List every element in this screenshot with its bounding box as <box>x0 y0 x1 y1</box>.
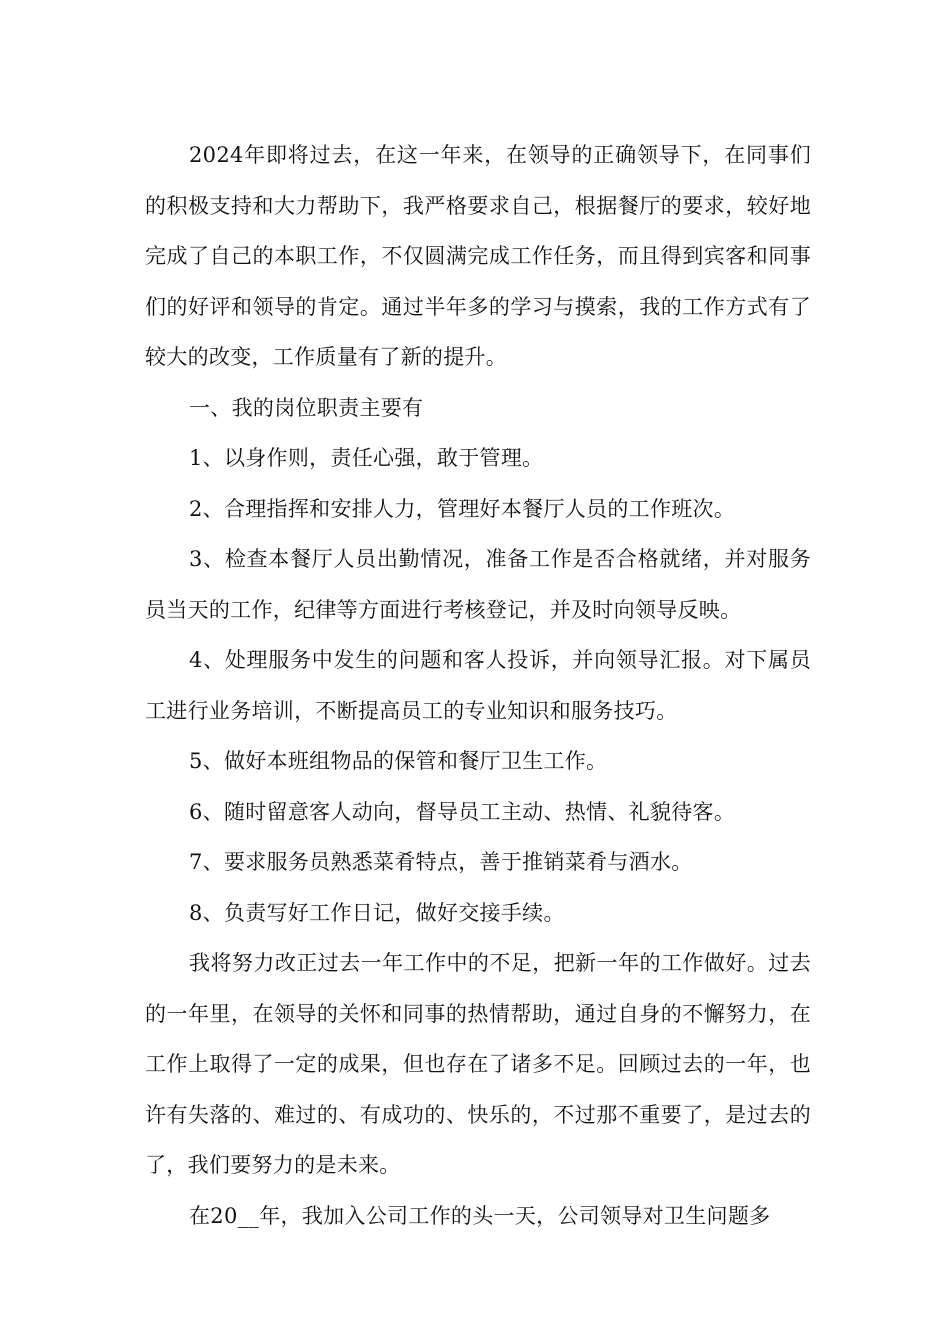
duty-item-6: 6、随时留意客人动向，督导员工主动、热情、礼貌待客。 <box>189 799 736 824</box>
duty-item-2: 2、合理指挥和安排人力，管理好本餐厅人员的工作班次。 <box>189 496 736 521</box>
intro-paragraph: 2024年即将过去，在这一年来，在领导的正确领导下，在同事们的积极支持和大力帮助下，我严格要求自己，根据餐厅的要求，较好地完成了自己的本职工作，不仅圆满完成工作任务，而且得到宾客和同事们的好评和领导的肯定。通过半年多的学习与摸索，我的工作方式有了较大的改变，工作质量有了新的提升。 <box>145 143 811 369</box>
duty-item-7: 7、要求服务员熟悉菜肴特点，善于推销菜肴与酒水。 <box>189 850 693 874</box>
duty-item-8: 8、负责写好工作日记，做好交接手续。 <box>189 900 565 925</box>
duty-item-1: 1、以身作则，责任心强，敢于管理。 <box>189 446 544 470</box>
duty-item-5: 5、做好本班组物品的保管和餐厅卫生工作。 <box>189 749 608 773</box>
duty-item-4: 4、处理服务中发生的问题和客人投诉，并向领导汇报。对下属员工进行业务培训，不断提高员工的专业知识和服务技巧。 <box>145 648 811 723</box>
document-body <box>145 130 811 1241</box>
closing-paragraph: 在20__年，我加入公司工作的头一天，公司领导对卫生问题多 <box>189 1203 771 1228</box>
section-heading-duties: 一、我的岗位职责主要有 <box>189 395 424 420</box>
reflection-paragraph: 我将努力改正过去一年工作中的不足，把新一年的工作做好。过去的一年里，在领导的关怀和同事的热情帮助，通过自身的不懈努力，在工作上取得了一定的成果，但也存在了诸多不足。回顾过去的一年，也许有失落的、难过的、有成功的、快乐的，不过那不重要了，是过去的了，我们要努力的是未来。 <box>145 951 811 1177</box>
duty-item-3: 3、检查本餐厅人员出勤情况，准备工作是否合格就绪，并对服务员当天的工作，纪律等方面进行考核登记，并及时向领导反映。 <box>145 547 811 622</box>
